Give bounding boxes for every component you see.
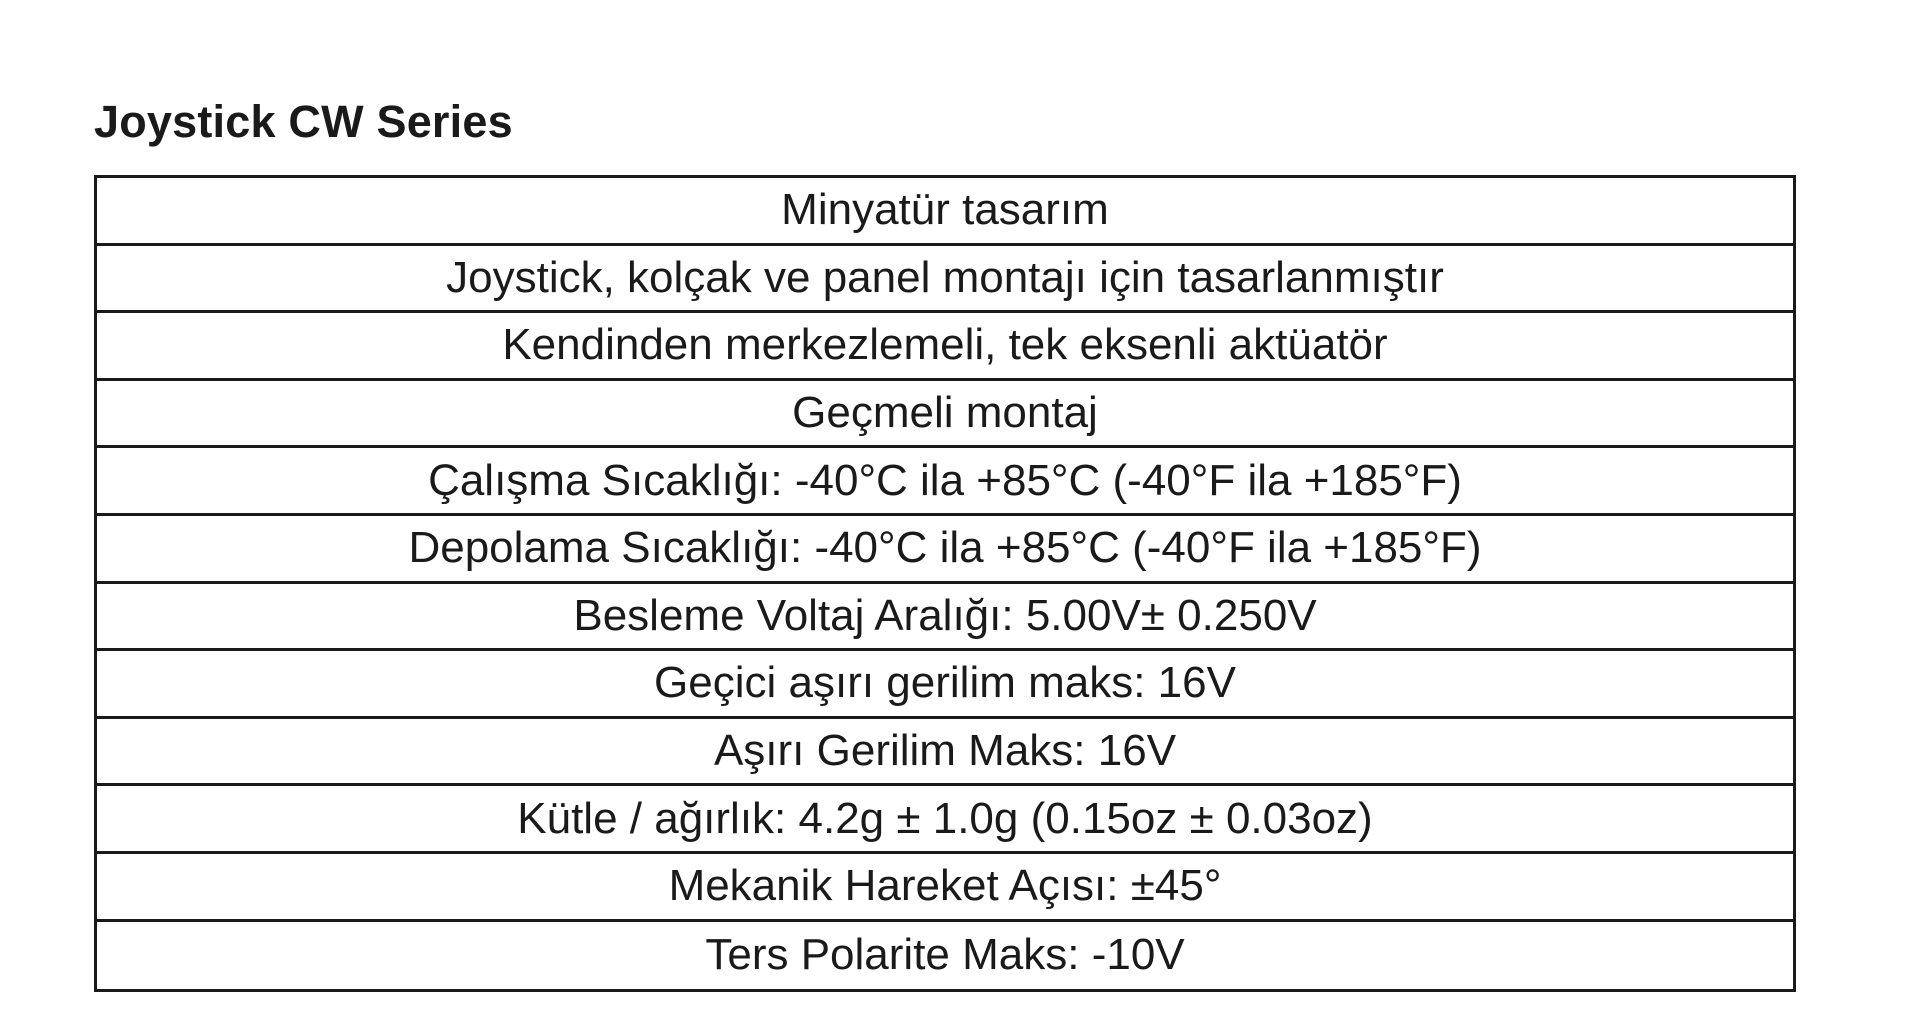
spec-text: Depolama Sıcaklığı: -40°C ila +85°C (-40°F ila +185°F)	[408, 523, 1482, 573]
spec-row-snap-mount	[97, 381, 1793, 449]
spec-row-supply-voltage	[97, 584, 1793, 652]
document-title: Joystick CW Series	[94, 96, 513, 147]
spec-text: Kendinden merkezlemeli, tek eksenli aktüatör	[502, 320, 1388, 370]
spec-row-transient-overvoltage	[97, 651, 1793, 719]
spec-text: Aşırı Gerilim Maks: 16V	[713, 726, 1177, 776]
spec-row-operating-temperature	[97, 448, 1793, 516]
spec-text: Ters Polarite Maks: -10V	[705, 930, 1185, 980]
spec-text: Geçici aşırı gerilim maks: 16V	[654, 658, 1236, 708]
spec-row-storage-temperature	[97, 516, 1793, 584]
spec-text: Joystick, kolçak ve panel montajı için tasarlanmıştır	[446, 252, 1444, 302]
spec-text: Çalışma Sıcaklığı: -40°C ila +85°C (-40°F ila +185°F)	[428, 455, 1462, 505]
spec-row-mounting-purpose	[97, 246, 1793, 314]
spec-text: Geçmeli montaj	[792, 388, 1098, 438]
spec-row-travel-angle	[97, 854, 1793, 922]
spec-row-reverse-polarity	[97, 922, 1793, 990]
spec-row-mass	[97, 786, 1793, 854]
spec-text: Minyatür tasarım	[781, 185, 1109, 235]
spec-text: Kütle / ağırlık: 4.2g ± 1.0g (0.15oz ± 0.03oz)	[517, 793, 1373, 843]
spec-text: Mekanik Hareket Açısı: ±45°	[668, 861, 1222, 911]
spec-table	[94, 175, 1796, 992]
spec-row-design	[97, 178, 1793, 246]
spec-row-actuator	[97, 313, 1793, 381]
spec-row-overvoltage	[97, 719, 1793, 787]
spec-text: Besleme Voltaj Aralığı: 5.00V± 0.250V	[573, 590, 1317, 640]
